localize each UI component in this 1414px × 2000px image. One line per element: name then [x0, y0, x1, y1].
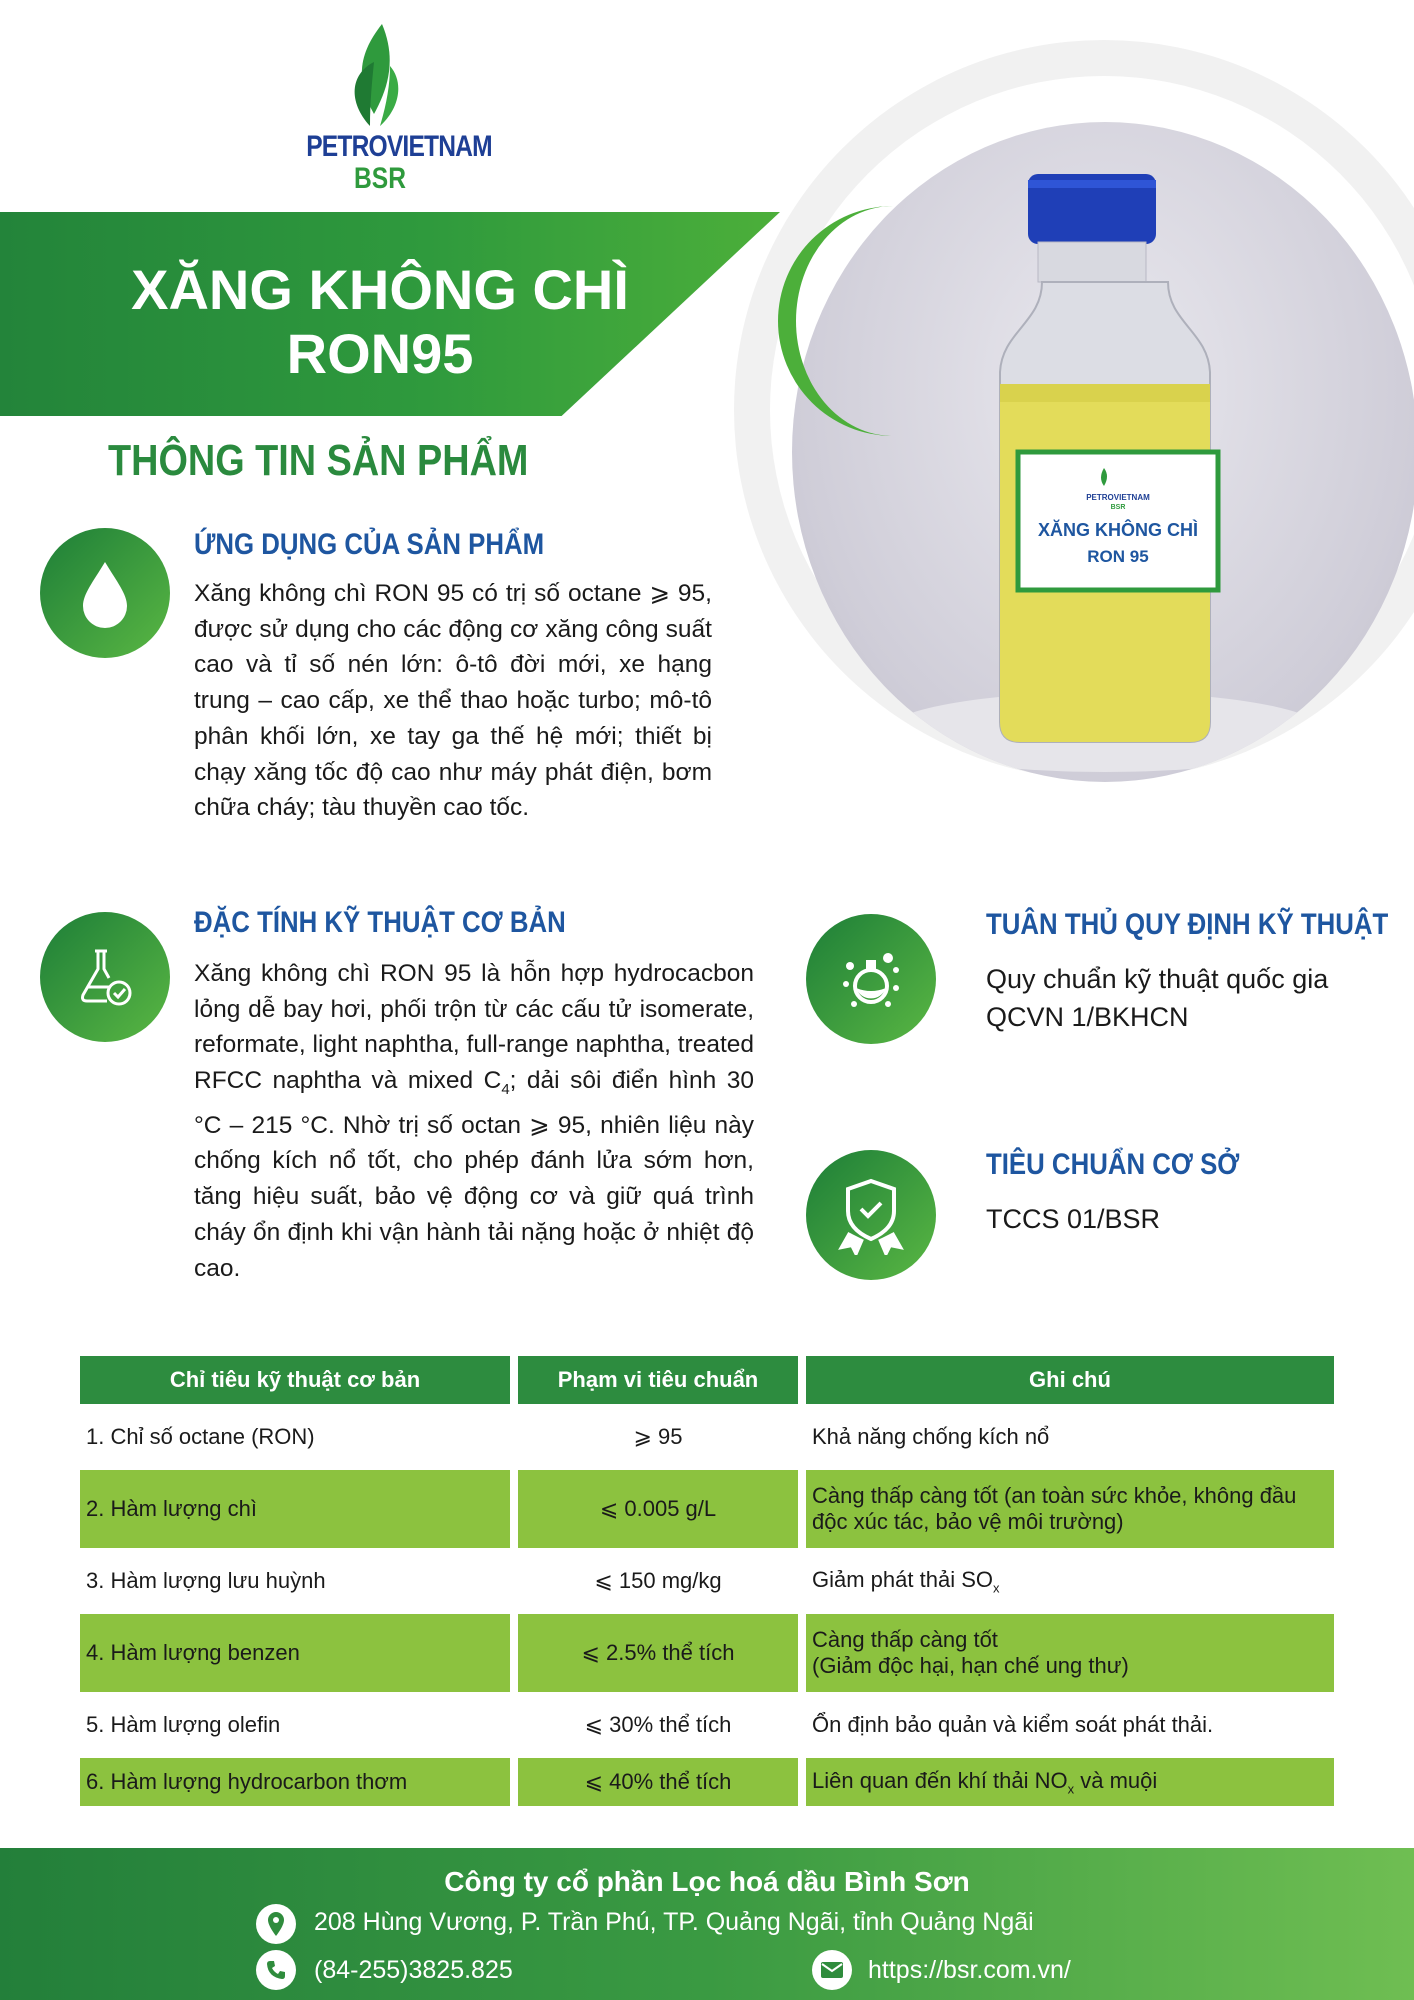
table-row: [80, 1410, 1334, 1464]
location-pin-icon: [256, 1904, 296, 1944]
bottle-label-line1: XĂNG KHÔNG CHÌ: [1037, 520, 1199, 540]
product-title: [60, 258, 700, 386]
cell-criteria: 4. Hàm lượng benzen: [80, 1614, 510, 1692]
table-row: [80, 1614, 1334, 1692]
cell-note-sub: x: [992, 1580, 1000, 1596]
cell-note: Càng thấp càng tốt (an toàn sức khỏe, không đầu độc xúc tác, bảo vệ môi trường): [806, 1470, 1334, 1548]
footer-address: 208 Hùng Vương, P. Trần Phú, TP. Quảng Ngãi, tỉnh Quảng Ngãi: [314, 1908, 1034, 1936]
product-title-line1: XĂNG KHÔNG CHÌ: [131, 258, 629, 321]
cell-note-text: Liên quan đến khí thải NO: [812, 1767, 1068, 1793]
footer-phone[interactable]: (84-255)3825.825: [314, 1956, 513, 1984]
footer-website-link[interactable]: https://bsr.com.vn/: [868, 1956, 1071, 1984]
cell-criteria: 6. Hàm lượng hydrocarbon thơm: [80, 1758, 510, 1806]
logo-name: PETROVIETNAM: [306, 130, 492, 163]
bottle-label-line2: RON 95: [1087, 547, 1149, 566]
bottle-label-sub: BSR: [1110, 504, 1126, 511]
col-header-note: Ghi chú: [806, 1356, 1334, 1404]
shield-badge-icon: [806, 1150, 936, 1280]
cell-note: [806, 1758, 1334, 1806]
cell-range: ⩾ 95: [518, 1410, 798, 1464]
cell-criteria: 1. Chỉ số octane (RON): [80, 1410, 510, 1464]
cell-note: [806, 1554, 1334, 1608]
cell-range: ⩽ 2.5% thể tích: [518, 1614, 798, 1692]
cell-criteria: 3. Hàm lượng lưu huỳnh: [80, 1554, 510, 1608]
application-heading: ỨNG DỤNG CỦA SẢN PHẨM: [194, 528, 545, 561]
cell-note: [806, 1614, 1334, 1692]
logo-sub: BSR: [354, 162, 406, 195]
footer-company: Công ty cổ phần Lọc hoá dầu Bình Sơn: [444, 1866, 970, 1897]
cell-range: ⩽ 150 mg/kg: [518, 1554, 798, 1608]
lab-beaker-icon: [806, 914, 936, 1044]
cell-note-text: Giảm phát thải SO: [812, 1566, 993, 1592]
table-row: [80, 1470, 1334, 1548]
application-text: Xăng không chì RON 95 có trị số octane ⩾ 95, được sử dụng cho các động cơ xăng công suất cao và tỉ số nén lớn: ô-tô đời mới, xe hạng trung – cao cấp, xe thể thao hoặc turbo; mô-tô phân khối lớn, xe tay ga thế hệ mới; thiết bị chạy xăng tốc độ cao như máy phát điện, bơm chữa cháy; tàu thuyền cao tốc.: [194, 580, 712, 822]
technical-text-part2: ; dải sôi điển hình 30 °C – 215 °C. Nhờ trị số octan ⩾ 95, nhiên liệu này chống kích nổ tốt, cho phép đánh lửa sớm hơn, tăng hiệu suất, bảo vệ động cơ và giữ quá trình cháy ổn định khi vận hành tải nặng hoặc ở nhiệt độ cao.: [194, 1067, 754, 1282]
technical-heading: ĐẶC TÍNH KỸ THUẬT CƠ BẢN: [194, 906, 566, 939]
cell-note-sub: x: [1067, 1781, 1075, 1797]
table-row: [80, 1554, 1334, 1608]
cell-range: ⩽ 30% thể tích: [518, 1698, 798, 1752]
table-row: [80, 1698, 1334, 1752]
company-logo: [290, 22, 492, 202]
leaf-flame-icon: [290, 22, 470, 132]
compliance-heading: TUÂN THỦ QUY ĐỊNH KỸ THUẬT: [986, 908, 1389, 941]
technical-text: [194, 956, 754, 1286]
table-row: [80, 1758, 1334, 1806]
drop-icon: [40, 528, 170, 658]
bottle-label-brand: PETROVIETNAM: [1086, 493, 1150, 502]
standard-heading: TIÊU CHUẨN CƠ SỞ: [986, 1148, 1240, 1181]
cell-range: ⩽ 40% thể tích: [518, 1758, 798, 1806]
product-title-line2: RON95: [286, 322, 474, 385]
table-header-row: [80, 1356, 1334, 1404]
cell-note: Ổn định bảo quản và kiểm soát phát thải.: [806, 1698, 1334, 1752]
col-header-criteria: Chỉ tiêu kỹ thuật cơ bản: [80, 1356, 510, 1404]
cell-note-line2: (Giảm độc hại, hạn chế ung thư): [812, 1653, 1129, 1678]
cell-note-after: và muội: [1074, 1767, 1158, 1793]
email-icon: [812, 1950, 852, 1990]
compliance-text: Quy chuẩn kỹ thuật quốc gia QCVN 1/BKHCN: [986, 964, 1329, 1032]
col-header-range: Phạm vi tiêu chuẩn: [518, 1356, 798, 1404]
standard-text: TCCS 01/BSR: [986, 1204, 1161, 1234]
spec-table: [72, 1350, 1342, 1812]
technical-text-part1: Xăng không chì RON 95 là hỗn hợp hydrocacbon lỏng dễ bay hơi, phối trộn từ các cấu tử isomerate, reformate, light naphtha, full-range naphtha, treated RFCC naphtha và mixed C: [194, 960, 754, 1095]
phone-icon: [256, 1950, 296, 1990]
cell-criteria: 2. Hàm lượng chì: [80, 1470, 510, 1548]
cell-note-line1: Càng thấp càng tốt: [812, 1627, 998, 1652]
cell-range: ⩽ 0.005 g/L: [518, 1470, 798, 1548]
cell-note: Khả năng chống kích nổ: [806, 1410, 1334, 1464]
technical-text-sub: 4: [501, 1081, 510, 1098]
cell-criteria: 5. Hàm lượng olefin: [80, 1698, 510, 1752]
flask-check-icon: [40, 912, 170, 1042]
section-heading: THÔNG TIN SẢN PHẨM: [108, 436, 529, 485]
